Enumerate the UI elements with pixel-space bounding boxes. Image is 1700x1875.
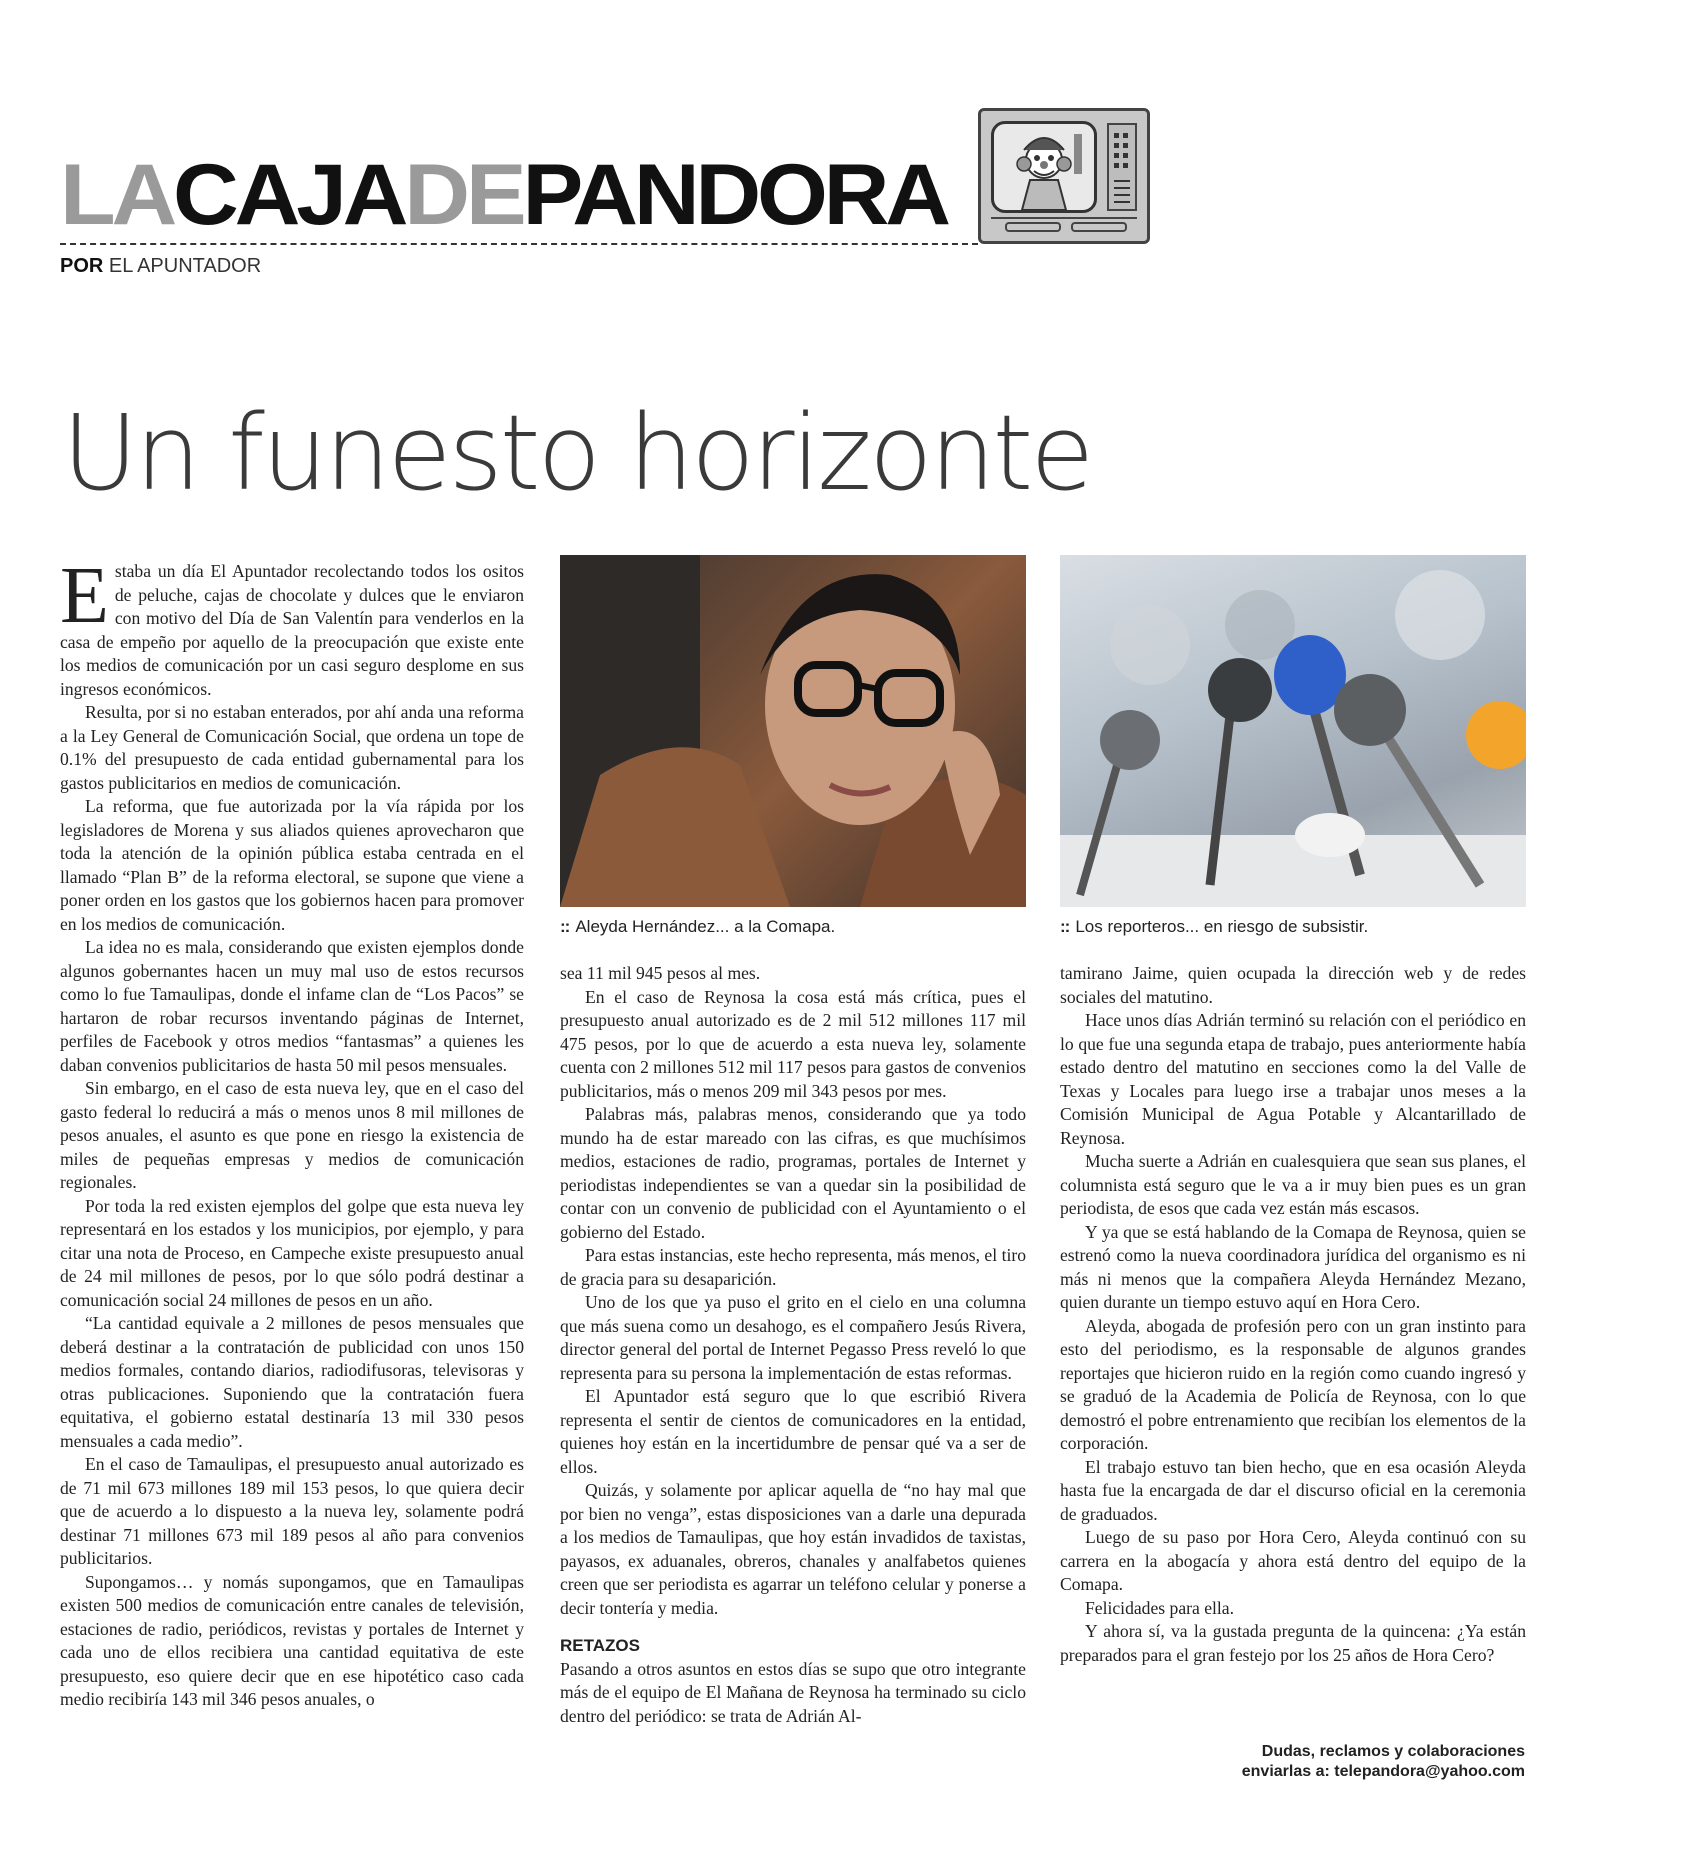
paragraph: Supongamos… y nomás supongamos, que en Tamaulipas existen 500 medios de comunicación entre canales de televisión, estaciones de radio, periódicos, revistas y portales de Internet y cada uno de ellos recibiera una cantidad equitativa de este presupuesto, eso quiere decir que en ese hipotético caso cada medio recibiría 143 mil 346 pesos anuales, o (60, 1571, 524, 1709)
byline-prefix: POR (60, 255, 104, 277)
masthead (60, 147, 947, 243)
article-column-1 (60, 552, 524, 1712)
paragraph: Estaba un día El Apuntador recolectando todos los ositos de peluche, cajas de chocolate y dulces que le enviaron con motivo del Día de San Valentín para venderlos en la casa de empeño por aquello de la preocupación que existe ente los medios de comunicación por un casi seguro desplome en sus ingresos económicos. (60, 552, 524, 699)
paragraph: Quizás, y solamente por aplicar aquella de “no hay mal que por bien no venga”, estas disposiciones van a darle una depurada a los medios de Tamaulipas, que hoy están invadidos de taxistas, payasos, ex aduanales, obreros, chanales y analfabetos quienes creen que ser periodista es agarrar un teléfono celular y ponerse a decir tontería y media. (560, 1480, 1026, 1618)
paragraph: En el caso de Tamaulipas, el presupuesto anual autorizado es de 71 mil 673 millones 189 mil 153 pesos, lo que quiera decir que de acuerdo a lo dispuesto a la nueva ley, solamente podrá destinar 71 millones 673 mil 189 pesos al año para convenios publicitarios. (60, 1454, 524, 1568)
photo-caption-1: :: Aleyda Hernández... a la Comapa. (560, 917, 836, 936)
contact-line-2: enviarlas a: telepandora@yahoo.com (1241, 1763, 1525, 1780)
paragraph: Pasando a otros asuntos en estos días se supo que otro integrante más de el equipo de El Mañana de Reynosa ha terminado su ciclo dentro del periódico: se trata de Adrián Al- (560, 1658, 1026, 1726)
paragraph: Y ahora sí, va la gustada pregunta de la quincena: ¿Ya están preparados para el gran festejo por los 25 años de Hora Cero? (1060, 1621, 1526, 1665)
caption-bullet-icon: :: (1060, 917, 1070, 936)
paragraph: Por toda la red existen ejemplos del golpe que esta nueva ley representará en los estados y los municipios, por ejemplo, y para citar una nota de Proceso, en Campeche existe presupuesto anual de 24 mil millones de pesos, por lo que sólo podrá destinar a comunicación social 24 millones de pesos en un año. (60, 1195, 524, 1310)
caption-bullet-icon: :: (560, 917, 570, 936)
paragraph: Sin embargo, en el caso de esta nueva ley, que en el caso del gasto federal lo reducirá a más o menos unos 8 mil millones de pesos anuales, el asunto es que pone en riesgo la existencia de miles de pequeñas empresas y medios de comunicación regionales. (60, 1078, 524, 1192)
article-column-3 (1060, 962, 1526, 1667)
paragraph: La idea no es mala, considerando que existen ejemplos donde algunos gobernantes hacen un muy mal uso de estos recursos como lo fue Tamaulipas, donde el infame clan de “Los Pacos” se hartaron de robar recursos inventando páginas de Internet, perfiles de Facebook y otros medios “fantasmas” a quienes les daban convenios publicitarios de hasta 50 mil pesos mensuales. (60, 937, 524, 1075)
tv-base (991, 217, 1137, 233)
contact-info (1242, 1742, 1525, 1782)
article-column-2 (560, 962, 1026, 1728)
clown-icon (994, 124, 1094, 210)
drop-cap: E (60, 552, 109, 640)
paragraph: Felicidades para ella. (1085, 1597, 1234, 1618)
paragraph: El trabajo estuvo tan bien hecho, que en esa ocasión Aleyda hasta fue la encargada de dar el discurso oficial en la ceremonia de graduados. (1060, 1456, 1526, 1524)
paragraph: Palabras más, palabras menos, considerando que ya todo mundo ha de estar mareado con las cifras, es que muchísimos medios, estaciones de radio, programas, portales de Internet y periodistas independientes se van a quedar sin la posibilidad de contar con un convenio de publicidad con el Ayuntamiento o el gobierno del Estado. (560, 1104, 1026, 1242)
contact-line-1: Dudas, reclamos y colaboraciones (1261, 1743, 1525, 1760)
logo-word-la: LA (60, 147, 174, 243)
paragraph: Aleyda, abogada de profesión pero con un gran instinto para esto del periodismo, es la responsable de algunos grandes reportajes que hicieron ruido en la región como cuando ingresó y se graduó de la Academia de Policía de Reynosa, con lo que demostró el pobre entrenamiento que recibían los elementos de la corporación. (1060, 1315, 1526, 1453)
paragraph: El Apuntador está seguro que lo que escribió Rivera representa el sentir de cientos de comunicadores en la entidad, quienes hoy están en la incertidumbre de pensar qué va a ser de ellos. (560, 1386, 1026, 1477)
paragraph: tamirano Jaime, quien ocupada la dirección web y de redes sociales del matutino. (1060, 963, 1526, 1007)
tv-control-panel (1107, 123, 1137, 211)
article-headline: Un funesto horizonte (62, 392, 1092, 514)
logo-word-pandora: PANDORA (522, 147, 947, 243)
byline-author: EL APUNTADOR (108, 255, 262, 277)
paragraph: La reforma, que fue autorizada por la vía rápida por los legisladores de Morena y sus aliados quienes aprovecharon que toda la atención de la opinión pública estaba centrada en el llamado “Plan B” de la reforma electoral, se supone que viene a poner orden en los gastos que los gobiernos hacen para promover en los medios de comunicación. (60, 796, 524, 934)
paragraph: Y ya que se está hablando de la Comapa de Reynosa, quien se estrenó como la nueva coordinadora jurídica del organismo es ni más ni menos que la compañera Aleyda Hernández Mezano, quien durante un tiempo estuvo aquí en Hora Cero. (1060, 1221, 1526, 1312)
photo-caption-2: :: Los reporteros... en riesgo de subsistir. (1060, 917, 1369, 936)
tv-clown-illustration (978, 108, 1150, 244)
logo-word-de: DE (404, 147, 523, 243)
section-heading-retazos: RETAZOS (560, 1636, 640, 1655)
paragraph: Resulta, por si no estaban enterados, por ahí anda una reforma a la Ley General de Comunicación Social, que ordena un tope de 0.1% del presupuesto de cada entidad gubernamental para los gastos publicitarios en medios de comunicación. (60, 702, 524, 793)
paragraph: Mucha suerte a Adrián en cualesquiera que sean sus planes, el columnista está seguro que le va a ir muy bien pues es un gran periodista, de esos que cada vez están más escasos. (1060, 1151, 1526, 1218)
photo-microphones (1060, 555, 1526, 907)
paragraph: Uno de los que ya puso el grito en el cielo en una columna que más suena como un desahogo, es el compañero Jesús Rivera, director general del portal de Internet Pegasso Press reveló lo que representa para su persona la implementación de estas reformas. (560, 1292, 1026, 1383)
photo-aleyda-hernandez (560, 555, 1026, 907)
byline (60, 255, 261, 278)
paragraph: “La cantidad equivale a 2 millones de pesos mensuales que deberá destinar a la contratación de publicidad con unos 150 medios formales, contando diarios, radiodifusoras, televisoras y otras publicaciones. Suponiendo que la contratación fuera equitativa, el gobierno estatal destinaría 13 mil 330 pesos mensuales a cada medio”. (60, 1313, 524, 1451)
masthead-divider (60, 243, 978, 245)
column-logo (60, 147, 947, 243)
paragraph: Luego de su paso por Hora Cero, Aleyda continuó con su carrera en la abogacía y ahora está dentro del equipo de la Comapa. (1060, 1527, 1526, 1594)
paragraph: Para estas instancias, este hecho representa, más menos, el tiro de gracia para su desaparición. (560, 1245, 1026, 1289)
tv-screen (991, 121, 1097, 213)
paragraph: Hace unos días Adrián terminó su relación con el periódico en lo que fue una segunda etapa de trabajo, pues anteriormente había estado dentro del matutino en secciones como la del Valle de Texas y Locales para luego irse a trabajar unos meses a la Comisión Municipal de Agua Potable y Alcantarillado de Reynosa. (1060, 1010, 1526, 1148)
logo-word-caja: CAJA (173, 147, 405, 243)
paragraph: sea 11 mil 945 pesos al mes. (560, 963, 761, 983)
paragraph: En el caso de Reynosa la cosa está más crítica, pues el presupuesto anual autorizado es de 2 mil 512 millones 117 mil 475 pesos, por lo que de acuerdo a esta nueva ley, solamente cuenta con 2 millones 512 mil 117 pesos para gastos de convenios publicitarios, más o menos 209 mil 343 pesos por mes. (560, 986, 1026, 1101)
